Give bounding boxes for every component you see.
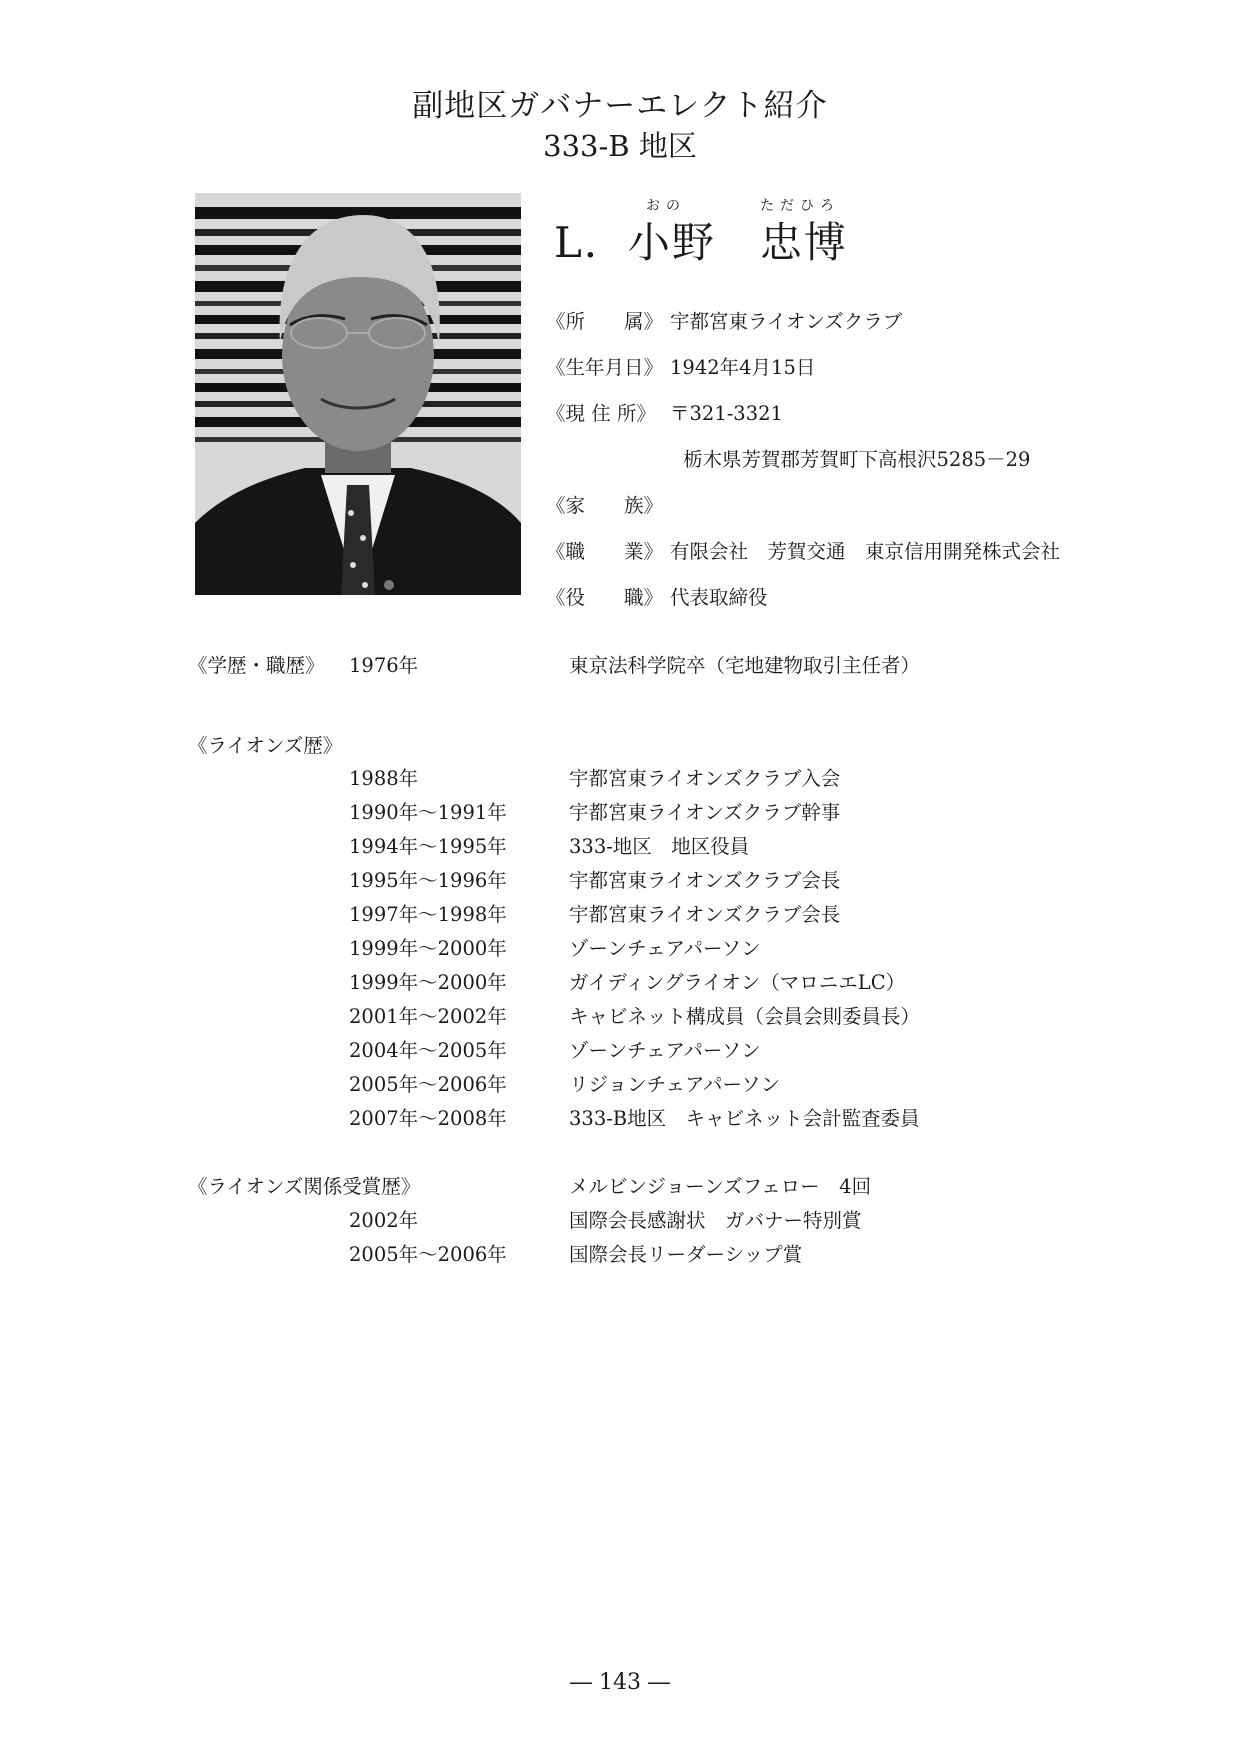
award-event: 国際会長リーダーシップ賞 — [569, 1243, 803, 1266]
info-birthdate-value: 1942年4月15日 — [670, 356, 816, 379]
lions-history-event: 宇都宮東ライオンズクラブ会長 — [569, 869, 841, 892]
info-affiliation-value: 宇都宮東ライオンズクラブ — [670, 310, 903, 333]
lions-history-event: ゾーンチェアパーソン — [569, 1039, 761, 1062]
education-heading: 《学歴・職歴》 — [188, 654, 325, 677]
lions-history-year: 2004年～2005年 — [349, 1039, 507, 1062]
lions-history-event: キャビネット構成員（会員会則委員長） — [569, 1005, 921, 1028]
lions-history-event: 宇都宮東ライオンズクラブ入会 — [569, 767, 841, 790]
given-name-ruby: ただひろ — [760, 198, 840, 214]
page-number: ― 143 ― — [570, 1670, 670, 1695]
lions-history-year: 1994年～1995年 — [349, 835, 507, 858]
lions-history-event: ゾーンチェアパーソン — [569, 937, 761, 960]
lions-history-event: 333-B地区 キャビネット会計監査委員 — [569, 1107, 920, 1130]
lions-history-year: 1988年 — [349, 767, 419, 790]
lions-history-event: 333-地区 地区役員 — [569, 835, 750, 858]
member-name — [554, 210, 848, 270]
family-name: 小野 — [627, 218, 716, 267]
lions-history-year: 1990年～1991年 — [349, 801, 507, 824]
lions-history-event: ガイディングライオン（マロニエLC） — [569, 971, 906, 994]
award-event: 国際会長感謝状 ガバナー特別賞 — [569, 1209, 862, 1232]
award-year: 2002年 — [349, 1209, 419, 1232]
lions-history-year: 2001年～2002年 — [349, 1005, 507, 1028]
lions-history-event: 宇都宮東ライオンズクラブ幹事 — [569, 801, 841, 824]
info-position-value: 代表取締役 — [670, 586, 768, 609]
lions-history-year: 1997年～1998年 — [349, 903, 507, 926]
info-postal-code: 〒321-3321 — [670, 402, 783, 425]
lions-history-year: 1999年～2000年 — [349, 937, 507, 960]
info-family-label: 《家 族》 — [546, 494, 664, 517]
info-occupation-value: 有限会社 芳賀交通 東京信用開発株式会社 — [670, 540, 1061, 563]
award-event: メルビンジョーンズフェロー 4回 — [569, 1175, 872, 1198]
education-year: 1976年 — [349, 654, 419, 677]
lions-history-event: リジョンチェアパーソン — [569, 1073, 781, 1096]
page-title: 副地区ガバナーエレクト紹介 — [412, 88, 828, 124]
given-name: 忠博 — [759, 218, 848, 267]
education-event: 東京法科学院卒（宅地建物取引主任者） — [569, 654, 921, 677]
family-name-ruby: おの — [646, 198, 686, 214]
awards-heading: 《ライオンズ関係受賞歴》 — [188, 1175, 421, 1198]
portrait-photo-icon — [195, 193, 521, 595]
name-prefix: L． — [554, 218, 628, 267]
district-subtitle: 333-B 地区 — [543, 129, 697, 163]
info-address-line: 栃木県芳賀郡芳賀町下高根沢5285－29 — [683, 448, 1031, 471]
info-affiliation-label: 《所 属》 — [546, 310, 664, 333]
lions-history-year: 1999年～2000年 — [349, 971, 507, 994]
lions-history-year: 2005年～2006年 — [349, 1073, 507, 1096]
info-position-label: 《役 職》 — [546, 586, 664, 609]
info-address-label: 《現 住 所》 — [546, 402, 656, 425]
info-birthdate-label: 《生年月日》 — [546, 356, 664, 379]
lions-history-year: 2007年～2008年 — [349, 1107, 507, 1130]
lions-history-year: 1995年～1996年 — [349, 869, 507, 892]
award-year: 2005年～2006年 — [349, 1243, 507, 1266]
info-occupation-label: 《職 業》 — [546, 540, 664, 563]
lions-history-heading: 《ライオンズ歴》 — [188, 734, 343, 757]
lions-history-event: 宇都宮東ライオンズクラブ会長 — [569, 903, 841, 926]
